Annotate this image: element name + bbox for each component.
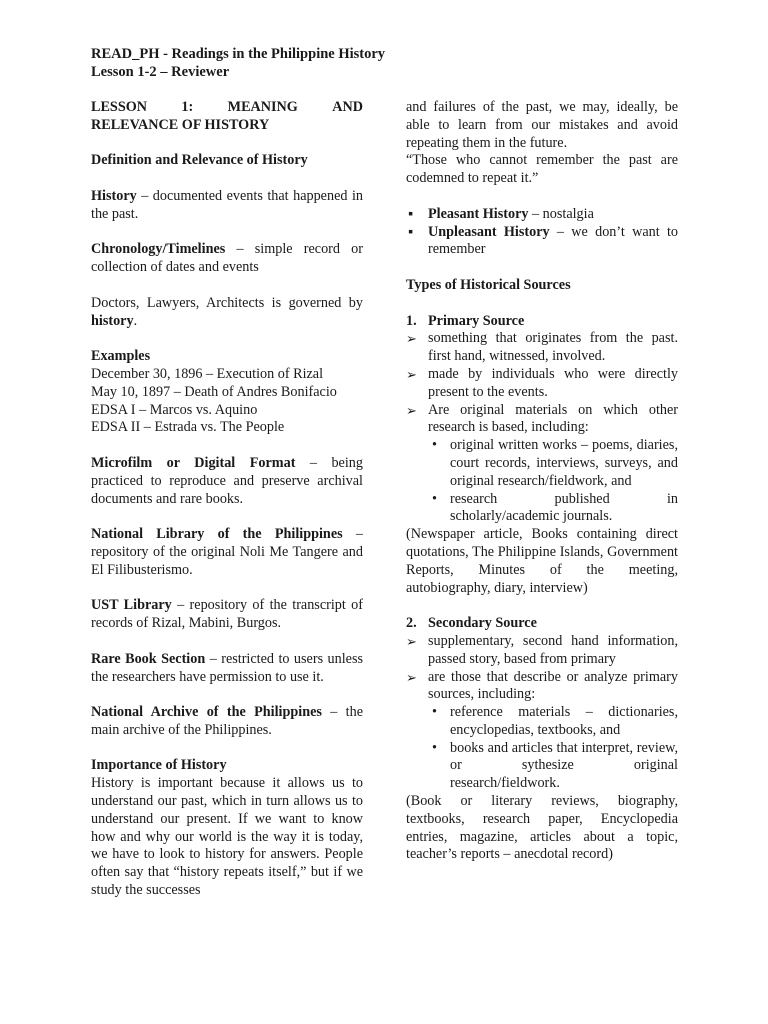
list-item: ➢ supplementary, second hand information, passed story, based from primary [406,632,678,667]
microfilm-definition: Microfilm or Digital Format – being practiced to reproduce and preserve archival documents and rare books. [91,454,363,507]
list-item: • original written works – poems, diaries, court records, interviews, surveys, and original research/fieldwork, and [428,437,678,490]
lesson-subtitle: Lesson 1-2 – Reviewer [91,63,230,80]
history-kinds-list [406,206,678,259]
list-item: ➢ are those that describe or analyze primary sources, including: • reference materials – dictionaries, encyclopedias, textbooks, and • books and articles that interpret, review, or sythesize original research/fieldwork. [406,669,678,794]
lesson-title-line2: RELEVANCE OF HISTORY [91,116,270,133]
governed-statement: Doctors, Lawyers, Architects is governed by history. [91,294,363,329]
example-item: EDSA II – Estrada vs. The People [91,419,285,436]
example-item: May 10, 1897 – Death of Andres Bonifacio [91,383,337,400]
example-item: December 30, 1896 – Execution of Rizal [91,365,324,382]
list-item: • research published in scholarly/academic journals. [428,491,678,527]
left-column [91,99,363,900]
history-quote: “Those who cannot remember the past are codemned to repeat it.” [406,152,678,187]
examples-heading: Examples [91,348,151,365]
examples-list [91,366,363,437]
sources-heading: Types of Historical Sources [406,276,571,293]
ust-library-definition: UST Library – repository of the transcript of records of Rizal, Mabini, Burgos. [91,597,363,632]
secondary-source-examples: (Book or literary reviews, biography, textbooks, research paper, Encyclopedia entries, magazine, articles about a topic, teacher’s reports – anecdotal record) [406,793,678,863]
history-definition: History – documented events that happened in the past. [91,187,363,222]
list-item: ▪ Pleasant History – nostalgia [406,206,678,224]
national-library-definition: National Library of the Philippines – repository of the original Noli Me Tangere and El Filibusterismo. [91,526,363,578]
example-item: EDSA I – Marcos vs. Aquino [91,401,258,418]
arrow-bullet-icon: ➢ [406,633,417,649]
rare-book-definition: Rare Book Section – restricted to users unless the researchers have permission to use it. [91,650,363,685]
lesson-title: LESSON 1: MEANING AND [91,99,363,115]
arrow-bullet-icon: ➢ [406,669,417,685]
list-item: • reference materials – dictionaries, encyclopedias, textbooks, and [428,704,678,740]
document-header [91,46,691,82]
primary-subpoints [428,437,678,526]
arrow-bullet-icon: ➢ [406,402,417,418]
secondary-subpoints [428,704,678,793]
arrow-bullet-icon: ➢ [406,366,417,382]
national-archive-definition: National Archive of the Philippines – the main archive of the Philippines. [91,704,363,738]
course-title: READ_PH - Readings in the Philippine History [91,46,386,62]
importance-text: History is important because it allows us to understand our past, which in turn allows us to understand our present. If we want to know how and why our world is the way it is today, we have to look to history for answers. People often say that “history repeats itself,” but if we study the successes [91,775,363,899]
list-item: • books and articles that interpret, review, or sythesize original research/fieldwork. [428,740,678,793]
list-item: ➢ made by individuals who were directly present to the events. [406,365,678,400]
list-item: ➢ something that originates from the past. first hand, witnessed, involved. [406,330,678,365]
arrow-bullet-icon: ➢ [406,331,417,347]
definition-heading: Definition and Relevance of History [91,152,308,169]
primary-source-title: 1. Primary Source [406,312,525,329]
secondary-source-title: 2. Secondary Source [406,615,537,632]
secondary-source-points [406,633,678,793]
right-column [406,99,678,864]
list-item: ▪ Unpleasant History – we don’t want to remember [406,224,678,260]
list-item: ➢ Are original materials on which other research is based, including: • original written works – poems, diaries, court records, interviews, surveys, and original research/fieldwork, and • research published in scholarly/academic journals. [406,402,678,527]
primary-source-points [406,330,678,526]
importance-heading: Importance of History [91,757,227,774]
chronology-definition: Chronology/Timelines – simple record or collection of dates and events [91,241,363,276]
primary-source-examples: (Newspaper article, Books containing direct quotations, The Philippine Islands, Government Reports, Minutes of the meeting, autobiography, diary, interview) [406,526,678,596]
importance-continued: and failures of the past, we may, ideally, be able to learn from our mistakes and avoid repeating them in the future. [406,99,678,151]
